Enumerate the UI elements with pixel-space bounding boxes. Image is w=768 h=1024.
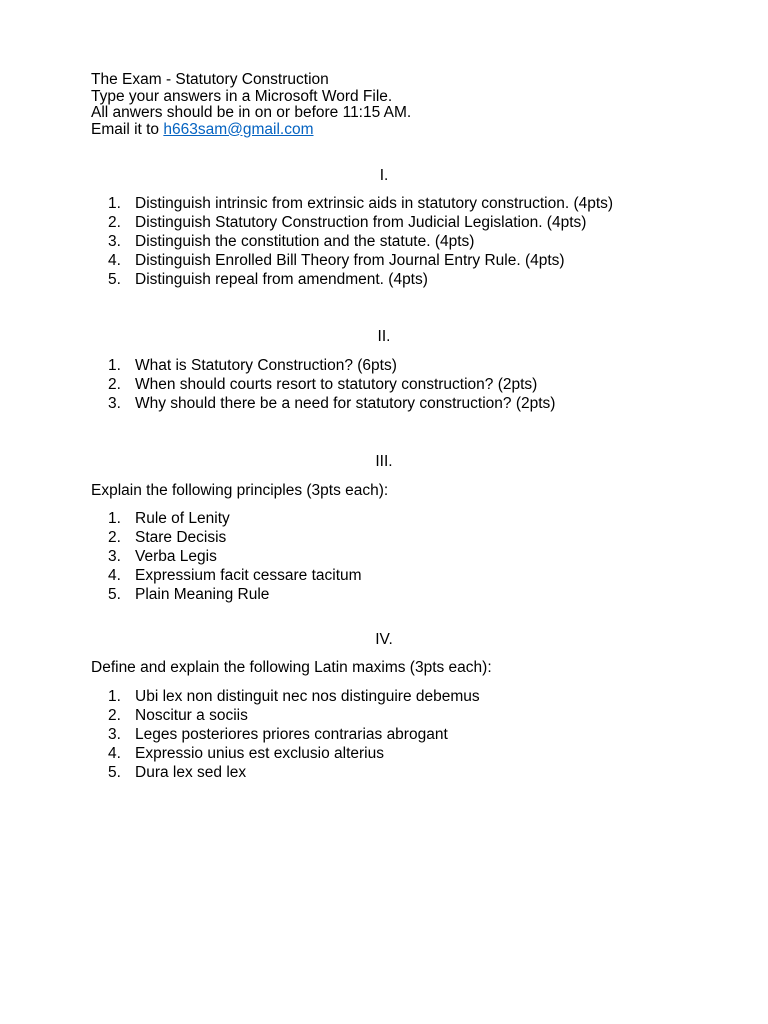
list-item [108, 745, 480, 764]
list-item [108, 567, 362, 586]
item-text: Noscitur a sociis [135, 706, 248, 724]
item-text: Leges posteriores priores contrarias abrogant [135, 725, 448, 743]
item-text: Distinguish Statutory Construction from Judicial Legislation. (4pts) [135, 213, 587, 231]
item-text: Dura lex sed lex [135, 763, 247, 781]
item-text: When should courts resort to statutory construction? (2pts) [135, 375, 538, 393]
email-prefix: Email it to [91, 120, 164, 138]
list-item [108, 357, 555, 376]
exam-title: The Exam - Statutory Construction [91, 71, 329, 88]
list-item [108, 764, 480, 783]
list-item [108, 510, 362, 529]
section-1-list [108, 195, 613, 289]
list-item [108, 233, 613, 252]
list-item [108, 376, 555, 395]
section-3-intro: Explain the following principles (3pts each): [91, 482, 389, 499]
item-number: 1. [108, 688, 121, 705]
list-item [108, 529, 362, 548]
list-item [108, 195, 613, 214]
email-link[interactable]: h663sam@gmail.com [163, 120, 314, 138]
item-number: 4. [108, 566, 121, 584]
instruction-deadline: All anwers should be in on or before 11:15 AM. [91, 104, 412, 121]
item-number: 1. [108, 195, 121, 212]
exam-header [91, 72, 411, 138]
item-number: 1. [108, 357, 121, 374]
item-number: 2. [108, 528, 121, 546]
section-4-heading: IV. [375, 631, 393, 648]
section-2-heading: II. [377, 328, 391, 345]
item-text: Verba Legis [135, 547, 217, 565]
item-text: Rule of Lenity [135, 510, 230, 527]
item-number: 3. [108, 725, 121, 743]
item-text: Stare Decisis [135, 528, 227, 546]
item-number: 1. [108, 510, 121, 527]
list-item [108, 214, 613, 233]
item-text: Distinguish intrinsic from extrinsic aids in statutory construction. (4pts) [135, 195, 614, 212]
item-text: Plain Meaning Rule [135, 585, 270, 603]
item-number: 2. [108, 375, 121, 393]
section-2-list [108, 357, 555, 414]
item-text: Distinguish Enrolled Bill Theory from Journal Entry Rule. (4pts) [135, 251, 565, 269]
item-number: 5. [108, 585, 121, 603]
item-text: Expressium facit cessare tacitum [135, 566, 362, 584]
item-number: 5. [108, 270, 121, 288]
list-item [108, 586, 362, 605]
item-text: Distinguish the constitution and the statute. (4pts) [135, 232, 475, 250]
list-item [108, 395, 555, 414]
item-text: Why should there be a need for statutory construction? (2pts) [135, 394, 556, 412]
item-number: 3. [108, 232, 121, 250]
section-4-list [108, 688, 480, 782]
list-item [108, 707, 480, 726]
item-text: Expressio unius est exclusio alterius [135, 744, 384, 762]
list-item [108, 688, 480, 707]
list-item [108, 726, 480, 745]
instruction-email [91, 122, 411, 139]
section-3-heading: III. [375, 453, 393, 470]
instruction-format: Type your answers in a Microsoft Word File. [91, 87, 393, 105]
list-item [108, 548, 362, 567]
section-4-intro: Define and explain the following Latin maxims (3pts each): [91, 659, 492, 676]
section-3-list [108, 510, 362, 604]
item-text: What is Statutory Construction? (6pts) [135, 357, 397, 374]
item-number: 4. [108, 744, 121, 762]
item-text: Ubi lex non distinguit nec nos distinguire debemus [135, 688, 480, 705]
item-text: Distinguish repeal from amendment. (4pts) [135, 270, 428, 288]
section-1-heading: I. [379, 167, 389, 184]
item-number: 4. [108, 251, 121, 269]
item-number: 5. [108, 763, 121, 781]
item-number: 2. [108, 706, 121, 724]
item-number: 3. [108, 394, 121, 412]
item-number: 2. [108, 213, 121, 231]
list-item [108, 271, 613, 290]
item-number: 3. [108, 547, 121, 565]
list-item [108, 252, 613, 271]
